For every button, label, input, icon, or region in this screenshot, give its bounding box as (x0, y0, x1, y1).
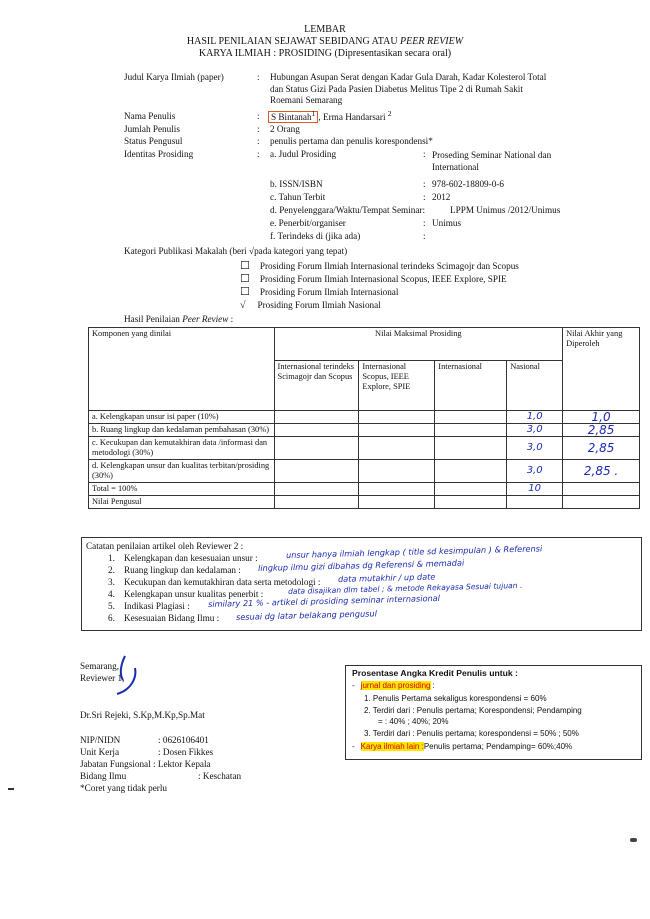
row-nasional: 3,0 (507, 460, 563, 483)
pros-a-line: International (432, 162, 479, 172)
header-line1: LEMBAR (304, 24, 346, 35)
jp-colon: : (432, 681, 435, 690)
nama-value (268, 109, 392, 122)
row-akhir (563, 483, 640, 496)
catatan-label: Ruang lingkup dan kedalaman : (124, 565, 241, 575)
judul-line: Hubungan Asupan Serat dengan Kadar Gula Darah, Kadar Kolesterol Total (270, 72, 547, 82)
colon: : (423, 192, 426, 202)
pros-b-label: b. ISSN/ISBN (270, 179, 323, 189)
pros-d-value: LPPM Unimus /2012/Unimus (450, 205, 561, 215)
catatan-num: 3. (108, 577, 115, 587)
catatan-label: Kecukupan dan kemutakhiran data serta metodologi : (124, 577, 321, 587)
jabatan-label: Jabatan Fungsional : Lektor Kepala (80, 759, 211, 769)
catatan-hand: data disajikan dlm tabel ; & metode Rekayasa Sesuai tujuan . (287, 580, 523, 596)
kategori-option[interactable] (240, 273, 519, 286)
prosentase-item: 1. Penulis Pertama sekaligus korespondensi = 60% (364, 694, 547, 703)
dash: - (352, 681, 355, 690)
prosentase-item: 2. Terdiri dari : Penulis pertama; Korespondensi; Pendamping (364, 705, 582, 715)
pros-d-label: d. Penyelenggara/Waktu/Tempat Seminar: (270, 205, 426, 215)
catatan-hand: sesuai dg latar belakang pengusul (235, 608, 378, 622)
reviewer-city: Semarang, (80, 661, 120, 671)
prosentase-items (364, 693, 582, 739)
pros-b-value: 978-602-18809-0-6 (432, 179, 504, 189)
checkbox-icon: ☐ (240, 273, 250, 285)
author-highlight-box (268, 111, 318, 123)
pros-f-value: : (423, 231, 426, 241)
hasil-colon: : (228, 314, 234, 324)
header-line2-text: HASIL PENILAIAN SEJAWAT SEBIDANG ATAU (186, 36, 401, 47)
table-row (89, 496, 640, 509)
pros-c-label: c. Tahun Terbit (270, 192, 326, 202)
catatan-label: Kesesuaian Bidang Ilmu : (124, 613, 220, 623)
margin-mark (8, 788, 14, 790)
row-nasional: 3,0 (507, 437, 563, 460)
catatan-hand: data mutakhir / up date (337, 571, 436, 584)
check-icon: √ (240, 300, 246, 311)
kategori-text2: pada kategori yang tepat) (254, 246, 348, 256)
judul-line: Roemani Semarang (270, 95, 343, 105)
jumlah-value: 2 Orang (270, 124, 300, 134)
catatan-num: 5. (108, 601, 115, 611)
catatan-num: 2. (108, 565, 115, 575)
status-label: Status Pengusul (124, 136, 183, 146)
table-row (89, 437, 640, 460)
prosentase-item: = : 40% ; 40%; 20% (378, 717, 449, 726)
row-akhir: 1,0 (563, 411, 640, 424)
catatan-hand: lingkup ilmu gizi dibahas dg Referensi & memadai (257, 557, 465, 573)
colon: : (423, 218, 426, 228)
nip-label: NIP/NIDN (80, 735, 121, 745)
pros-e-value: Unimus (432, 218, 462, 228)
identitas-label: Identitas Prosiding (124, 149, 194, 159)
hasil-italic: Peer Review (182, 314, 229, 324)
pros-a-value (432, 149, 551, 173)
unit-value: : Dosen Fikkes (158, 747, 214, 757)
unit-label: Unit Kerja (80, 747, 120, 757)
status-value: penulis pertama dan penulis korespondensi* (270, 136, 433, 146)
pros-f-label: f. Terindeks di (jika ada) (270, 231, 361, 241)
judul-value (270, 72, 546, 107)
row-label: a. Kelengkapan unsur isi paper (10%) (89, 411, 275, 424)
reviewer-name: Dr.Sri Rejeki, S.Kp,M.Kp,Sp.Mat (80, 710, 205, 720)
signature-icon (95, 650, 155, 698)
table-row (89, 483, 640, 496)
judul-line: dan Status Gizi Pada Pasien Diabetus Melitus Tipe 2 di Rumah Sakit (270, 83, 523, 94)
pros-a-line: Proseding Seminar National dan (432, 150, 552, 160)
catatan-label: Indikasi Plagiasi : (124, 601, 190, 611)
kategori-option[interactable] (240, 299, 519, 312)
kategori-label (124, 246, 347, 256)
catatan-num: 6. (108, 613, 115, 623)
colon: : (423, 149, 426, 159)
header-nilai-akhir: Nilai Akhir yang Diperoleh (563, 328, 640, 411)
tick-icon: √ (249, 246, 255, 256)
row-akhir: 2,85 (563, 437, 640, 460)
option-text: Prosiding Forum Ilmiah Internasional (259, 287, 399, 297)
nip-value: : 0626106401 (158, 735, 209, 745)
author1: S Bintanah (271, 112, 312, 123)
reviewer-role: Reviewer 1, (80, 673, 125, 683)
lain-line (352, 742, 572, 751)
row-label: d. Kelengkapan unsur dan kualitas terbitan/prosiding (30%) (89, 460, 275, 483)
pros-e-label: e. Penerbit/organiser (270, 218, 346, 228)
lain-value: Penulis pertama; Pendamping= 60%;40% (423, 742, 573, 751)
header-line3: KARYA ILMIAH : PROSIDING (Dipresentasikan secara oral) (198, 48, 452, 59)
pros-c-value: 2012 (432, 192, 451, 202)
row-akhir: 2,85 . (563, 460, 640, 483)
catatan-hand: unsur hanya ilmiah lengkap ( title sd kesimpulan ) & Referensi (285, 543, 543, 560)
jp-label: jurnal dan prosiding (360, 681, 431, 690)
option-text: Prosiding Forum Ilmiah Internasional Scopus, IEEE Explore, SPIE (259, 274, 507, 284)
catatan-hand: similary 21 % - artikel di prosiding seminar internasional (207, 592, 441, 609)
author2: , Erma Handarsari (318, 112, 388, 123)
scan-speck (630, 838, 637, 842)
header-line2 (0, 36, 650, 48)
pros-a-label: a. Judul Prosiding (270, 149, 337, 159)
colon: : (257, 149, 260, 159)
row-nasional: 3,0 (507, 424, 563, 437)
row-label: c. Kecukupan dan kemutakhiran data /informasi dan metodologi (30%) (89, 437, 275, 460)
catatan-label: Kelengkapan unsur kualitas penerbit : (124, 589, 264, 599)
author1-sup: 1 (311, 109, 316, 118)
bidang-value: : Keschatan (198, 771, 242, 781)
sub-header: Internasional (435, 361, 507, 411)
review-table (88, 327, 640, 509)
table-row (89, 424, 640, 437)
jumlah-label: Jumlah Penulis (124, 124, 180, 134)
catatan-num: 4. (108, 589, 115, 599)
dash: - (352, 742, 355, 751)
option-text: Prosiding Forum Ilmiah Nasional (257, 300, 381, 310)
colon: : (257, 124, 260, 134)
colon: : (257, 72, 260, 82)
header-komponen: Komponen yang dinilai (89, 328, 275, 411)
catatan-num: 1. (108, 553, 115, 563)
bidang-label: Bidang Ilmu (80, 771, 127, 781)
coret-note: *Coret yang tidak perlu (80, 783, 168, 793)
option-text: Prosiding Forum Ilmiah Internasional terindeks Scimagojr dan Scopus (259, 261, 519, 271)
hasil-label (124, 314, 233, 324)
row-nasional: 10 (507, 483, 563, 496)
row-label: Total = 100% (89, 483, 275, 496)
checkbox-icon: ☐ (240, 260, 250, 272)
catatan-label: Kelengkapan dan kesesuaian unsur : (124, 553, 258, 563)
row-label: Nilai Pengusul (89, 496, 275, 509)
kategori-option[interactable] (240, 260, 519, 273)
row-label: b. Ruang lingkup dan kedalaman pembahasan (30%) (89, 424, 275, 437)
jp-line (352, 681, 435, 690)
row-nasional: 1,0 (507, 411, 563, 424)
sub-header: Nasional (507, 361, 563, 411)
judul-label: Judul Karya Ilmiah (paper) (124, 72, 224, 82)
hasil-text: Hasil Penilaian (124, 314, 183, 324)
table-row (89, 411, 640, 424)
author2-sup: 2 (387, 109, 392, 118)
sub-header: Internasional terindeks Scimagojr dan Scopus (274, 361, 359, 411)
kategori-option[interactable] (240, 286, 519, 299)
sub-header: Internasional Scopus, IEEE Explore, SPIE (359, 361, 435, 411)
colon: : (423, 179, 426, 189)
kategori-options (240, 260, 519, 312)
catatan-title: Catatan penilaian artikel oleh Reviewer 2 : (86, 541, 244, 551)
colon: : (257, 111, 260, 121)
prosentase-item: 3. Terdiri dari : Penulis pertama; korespondensi = 50% ; 50% (364, 728, 579, 738)
prosentase-title: Prosentase Angka Kredit Penulis untuk : (352, 668, 518, 678)
colon: : (257, 136, 260, 146)
lain-label: Karya ilmiah lain : (360, 742, 424, 751)
header-nilai-maks: Nilai Maksimal Prosiding (274, 328, 563, 361)
header-line2-italic: PEER REVIEW (400, 36, 464, 47)
row-akhir: 2,85 (563, 424, 640, 437)
checkbox-icon: ☐ (240, 286, 250, 298)
kategori-text: Kategori Publikasi Makalah (beri (124, 246, 250, 256)
nama-label: Nama Penulis (124, 111, 176, 121)
table-row (89, 460, 640, 483)
